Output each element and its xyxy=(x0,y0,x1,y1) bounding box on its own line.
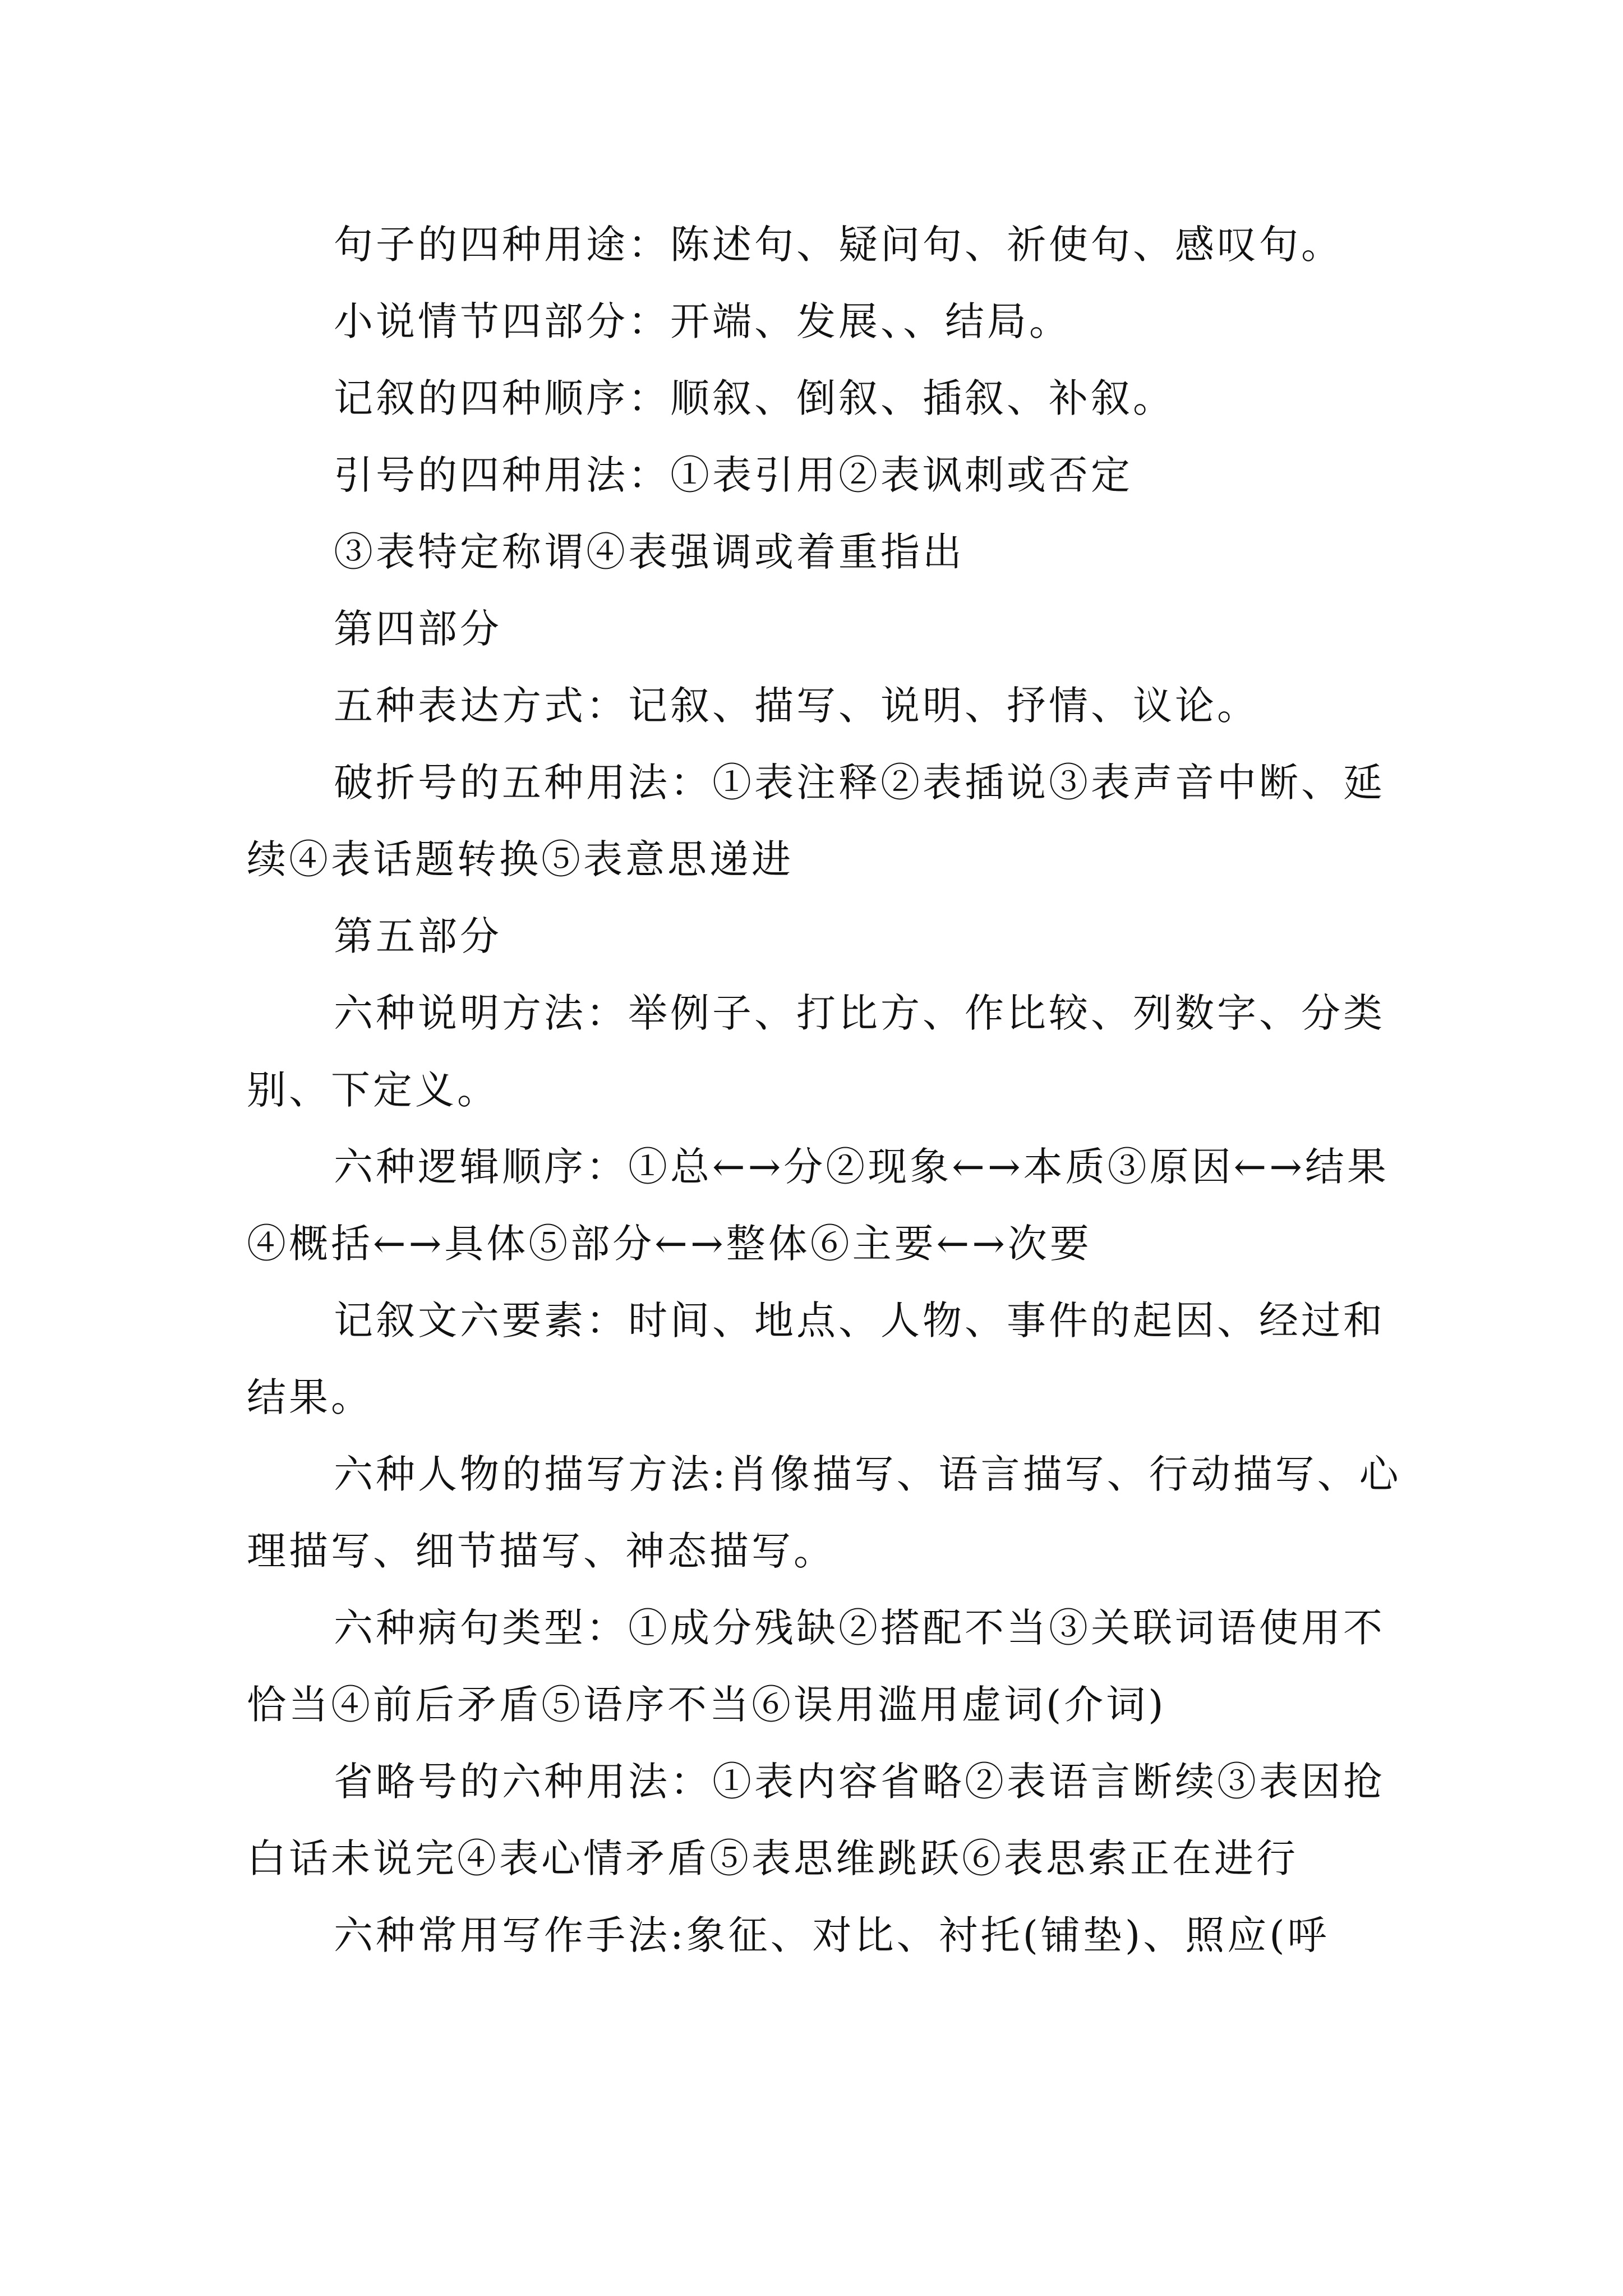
paragraph-novel-plot: 小说情节四部分：开端、发展、、结局。 xyxy=(334,298,1071,344)
section-heading-part-four: 第四部分 xyxy=(334,606,502,652)
paragraph-expression-modes: 五种表达方式：记叙、描写、说明、抒情、议论。 xyxy=(334,683,1259,729)
paragraph-quotation-marks: 引号的四种用法：①表引用②表讽刺或否定 xyxy=(334,452,1133,498)
paragraph-quotation-marks-continued: ③表特定称谓④表强调或着重指出 xyxy=(334,529,965,575)
paragraph-narrative-order: 记叙的四种顺序：顺叙、倒叙、插叙、补叙。 xyxy=(334,375,1175,421)
paragraph-ellipsis-uses: 省略号的六种用法：①表内容省略②表语言断续③表因抢白话未说完④表心情矛盾⑤表思维跳跃⑥表思索正在进行 xyxy=(247,1759,1385,1881)
paragraph-logical-order: 六种逻辑顺序：①总←→分②现象←→本质③原因←→结果④概括←→具体⑤部分←→整体⑥主要←→次要 xyxy=(247,1144,1389,1267)
document-body xyxy=(247,206,1408,1974)
paragraph-writing-techniques: 六种常用写作手法:象征、对比、衬托(铺垫)、照应(呼 xyxy=(334,1912,1330,1958)
paragraph-explanation-methods: 六种说明方法：举例子、打比方、作比较、列数字、分类别、下定义。 xyxy=(247,990,1385,1113)
paragraph-faulty-sentences: 六种病句类型：①成分残缺②搭配不当③关联词语使用不恰当④前后矛盾⑤语序不当⑥误用滥用虚词(介词) xyxy=(247,1605,1385,1728)
paragraph-sentence-uses: 句子的四种用途：陈述句、疑问句、祈使句、感叹句。 xyxy=(334,222,1343,268)
paragraph-dash-uses: 破折号的五种用法：①表注释②表插说③表声音中断、延续④表话题转换⑤表意思递进 xyxy=(247,760,1385,882)
paragraph-character-description: 六种人物的描写方法:肖像描写、语言描写、行动描写、心理描写、细节描写、神态描写。 xyxy=(247,1451,1401,1574)
paragraph-narrative-elements: 记叙文六要素：时间、地点、人物、事件的起因、经过和结果。 xyxy=(247,1297,1385,1420)
section-heading-part-five: 第五部分 xyxy=(334,913,502,959)
